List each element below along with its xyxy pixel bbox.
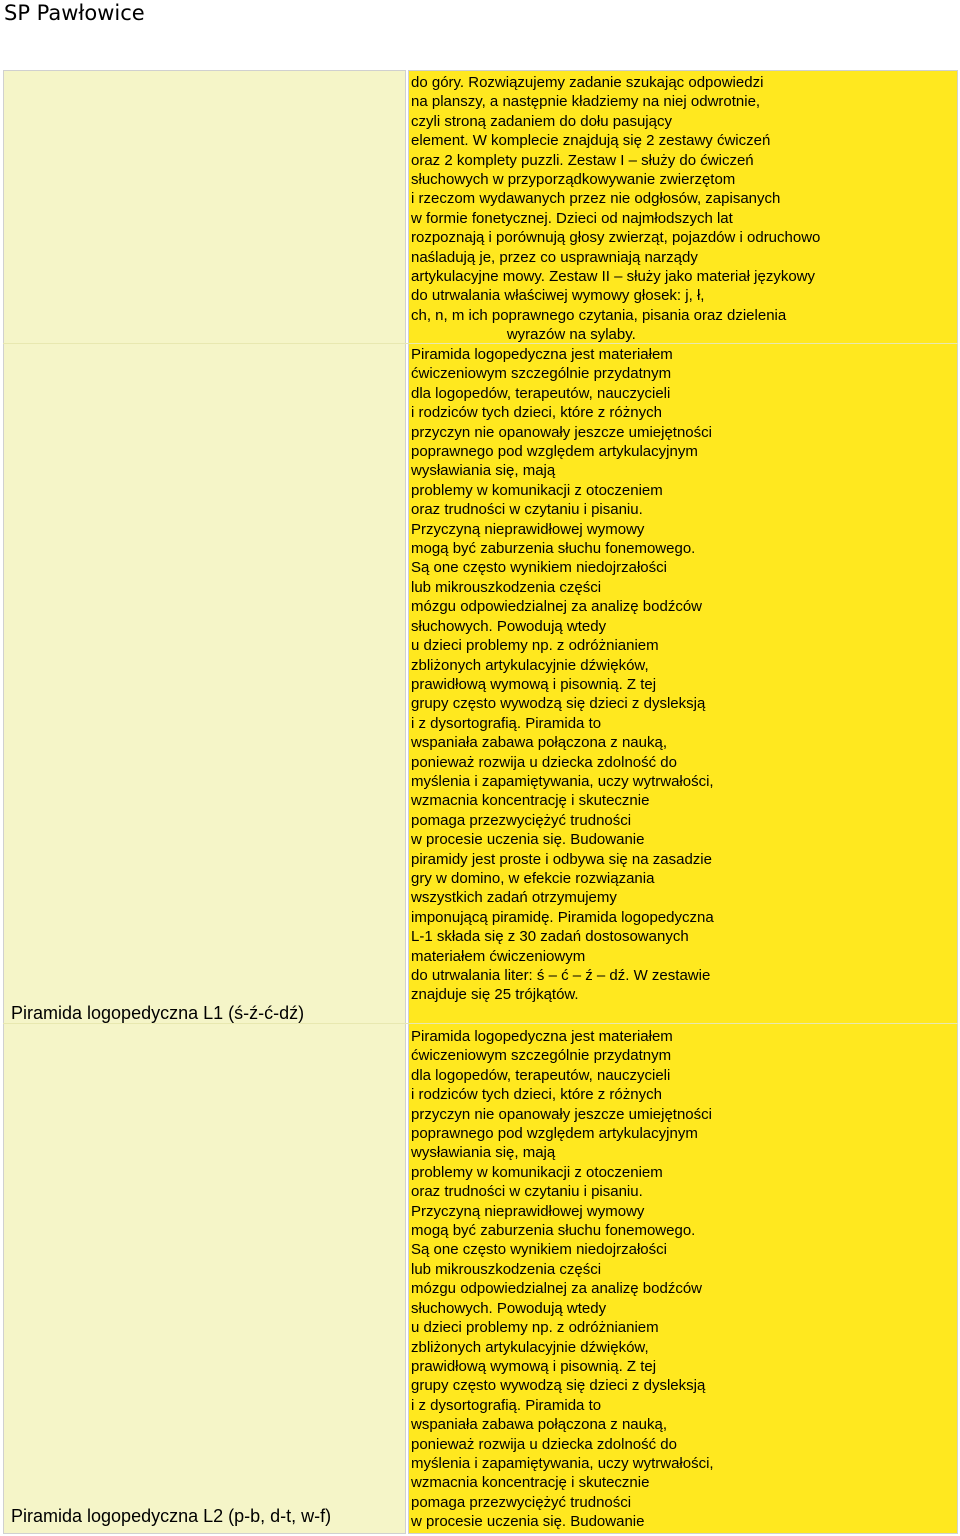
row-description: do góry. Rozwiązujemy zadanie szukając odpowiedzi na planszy, a następnie kładziemy na niej odwrotnie, czyli stroną zadaniem do dołu pasujący element. W komplecie znajdują się 2 zestawy ćwiczeń oraz 2 komplety puzzli. Zestaw I – służy do ćwiczeń słuchowych w przyporządkowywanie zwierzętom i rzeczom wydawanych przez nie odgłosów, zapisanych w formie fonetycznej. Dzieci od najmłodszych lat rozpoznają i porównują głosy zwierząt, pojazdów i odruchowo naśladują je, przez co usprawniają narządy artykulacyjne mowy. Zestaw II – służy jako materiał językowy do utrwalania właściwej wymowy głosek: j, ł, ch, n, m ich poprawnego czytania, pisania oraz dzielenia wyrazów na sylaby. [411,74,821,344]
row-description: Piramida logopedyczna jest materiałem ćwiczeniowym szczególnie przydatnym dla logopedów, terapeutów, nauczycieli i rodziców tych dzieci, które z różnych przyczyn nie opanowały jeszcze umiejętności poprawnego pod względem artykulacyjnym wysławiania się, mają problemy w komunikacji z otoczeniem oraz trudności w czytaniu i pisaniu. Przyczyną nieprawidłowej wymowy mogą być zaburzenia słuchu fonemowego. Są one często wynikiem niedojrzałości lub mikrouszkodzenia części mózgu odpowiedzialnej za analizę bodźców słuchowych. Powodują wtedy u dzieci problemy np. z odróżnianiem zbliżonych artykulacyjnie dźwięków, prawidłową wymową i pisownią. Z tej grupy często wywodzą się dzieci z dysleksją i z dysortografią. Piramida to wspaniała zabawa połączona z nauką, ponieważ rozwija u dziecka zdolność do myślenia i zapamiętywania, uczy wytrwałości, wzmacnia koncentrację i skutecznie pomaga przezwyciężyć trudności w procesie uczenia się. Budowanie [411,1028,714,1531]
row-title: Piramida logopedyczna L2 (p-b, d-t, w-f) [11,1506,332,1526]
title-column [3,70,406,1534]
row-description: Piramida logopedyczna jest materiałem ćwiczeniowym szczególnie przydatnym dla logopedów, terapeutów, nauczycieli i rodziców tych dzieci, które z różnych przyczyn nie opanowały jeszcze umiejętności poprawnego pod względem artykulacyjnym wysławiania się, mają problemy w komunikacji z otoczeniem oraz trudności w czytaniu i pisaniu. Przyczyną nieprawidłowej wymowy mogą być zaburzenia słuchu fonemowego. Są one często wynikiem niedojrzałości lub mikrouszkodzenia części mózgu odpowiedzialnej za analizę bodźców słuchowych. Powodują wtedy u dzieci problemy np. z odróżnianiem zbliżonych artykulacyjnie dźwięków, prawidłową wymową i pisownią. Z tej grupy często wywodzą się dzieci z dysleksją i z dysortografią. Piramida to wspaniała zabawa połączona z nauką, ponieważ rozwija u dziecka zdolność do myślenia i zapamiętywania, uczy wytrwałości, wzmacnia koncentrację i skutecznie pomaga przezwyciężyć trudności w procesie uczenia się. Budowanie piramidy jest proste i odbywa się na zasadzie gry w domino, w efekcie rozwiązania wszystkich zadań otrzymujemy imponującą piramidę. Piramida logopedyczna L-1 składa się z 30 zadań dostosowanych materiałem ćwiczeniowym do utrwalania liter: ś – ć – ź – dź. W zestawie znajduje się 25 trójkątów. [411,346,714,1004]
row-title: Piramida logopedyczna L1 (ś-ź-ć-dź) [11,1003,305,1023]
site-name: SP Pawłowice [4,1,145,25]
page-header [0,0,960,40]
